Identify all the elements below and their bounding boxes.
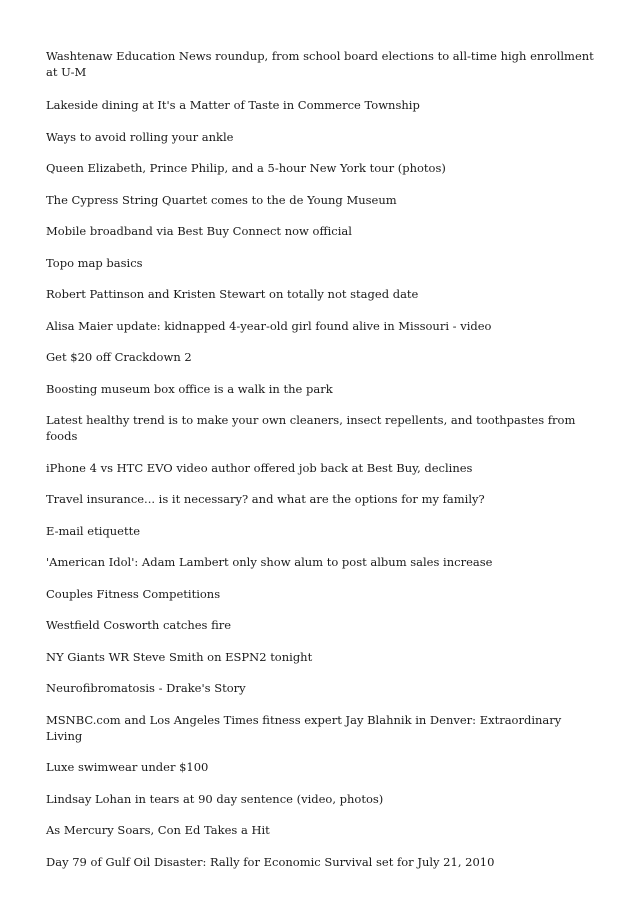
- headline-item: Latest healthy trend is to make your own cleaners, insect repellents, and toothpastes from foods: [46, 413, 576, 443]
- headline-item: Day 79 of Gulf Oil Disaster: Rally for Economic Survival set for July 21, 2010: [46, 854, 495, 869]
- headline-item: The Cypress String Quartet comes to the de Young Museum: [46, 192, 397, 207]
- headline-list: [46, 48, 594, 885]
- headline-item: Topo map basics: [46, 255, 143, 270]
- headline-item: NY Giants WR Steve Smith on ESPN2 tonight: [46, 649, 313, 664]
- headline-item: Neurofibromatosis - Drake's Story: [46, 681, 246, 695]
- headline-item: Robert Pattinson and Kristen Stewart on totally not staged date: [46, 287, 419, 301]
- headline-item: MSNBC.com and Los Angeles Times fitness expert Jay Blahnik in Denver: Extraordinary Living: [46, 712, 562, 743]
- headline-item: Boosting museum box office is a walk in the park: [46, 381, 333, 396]
- headline-item: Westfield Cosworth catches fire: [46, 618, 232, 632]
- headline-item: Washtenaw Education News roundup, from school board elections to all-time high enrollment at U-M: [46, 49, 594, 79]
- headline-item: E-mail etiquette: [46, 523, 140, 538]
- headline-item: Mobile broadband via Best Buy Connect now official: [46, 224, 352, 238]
- headline-item: Ways to avoid rolling your ankle: [46, 129, 234, 144]
- headline-item: iPhone 4 vs HTC EVO video author offered job back at Best Buy, declines: [46, 460, 473, 475]
- headline-item: Get $20 off Crackdown 2: [46, 350, 192, 364]
- headline-item: Luxe swimwear under $100: [46, 760, 209, 774]
- headline-item: Queen Elizabeth, Prince Philip, and a 5-hour New York tour (photos): [46, 161, 446, 175]
- headline-item: As Mercury Soars, Con Ed Takes a Hit: [46, 823, 270, 837]
- headline-item: Lakeside dining at It's a Matter of Taste in Commerce Township: [46, 98, 420, 112]
- headline-item: Lindsay Lohan in tears at 90 day sentence (video, photos): [46, 791, 384, 806]
- headline-item: Alisa Maier update: kidnapped 4-year-old girl found alive in Missouri - video: [46, 318, 492, 333]
- headline-item: Couples Fitness Competitions: [46, 586, 221, 601]
- headline-item: Travel insurance... is it necessary? and what are the options for my family?: [46, 492, 485, 506]
- headline-item: 'American Idol': Adam Lambert only show alum to post album sales increase: [46, 555, 493, 569]
